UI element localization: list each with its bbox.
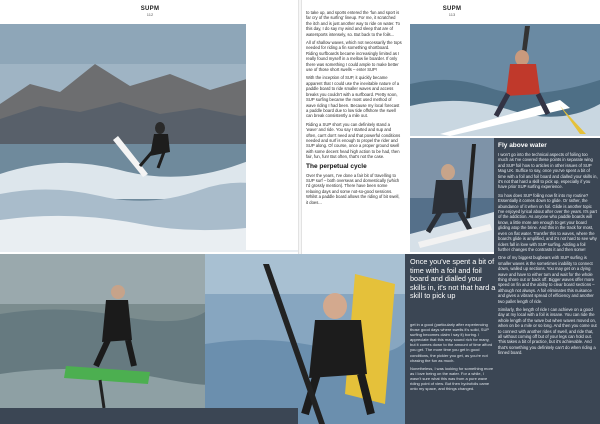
photo-foil-kneeling bbox=[410, 24, 600, 136]
paragraph: Riding a SUP short you can definitely stand a 'wave' and ride. You say I started and sup and often, can't don't need and that powerful conditions needed and surf is enough to propel the rider and SUP along. Of course, once a proper ground swell with some decent head high action to be had, then fair, fun, fun! But often, that's not the case. bbox=[306, 121, 401, 160]
page-header-right bbox=[437, 6, 467, 17]
dark-text-column bbox=[494, 138, 600, 424]
page-number: 112 bbox=[146, 12, 154, 17]
page-number: 113 bbox=[448, 12, 456, 17]
article-column-2 bbox=[302, 10, 406, 254]
photo-yellow-board-rider bbox=[205, 254, 405, 424]
paragraph: Nonetheless, I was looking for something more as I love being on the water. For a while, I wasn't sure what this was from a pure wave riding point of view. But then hydrofoils came onto my space, and things changed. bbox=[410, 365, 494, 392]
section-heading-perpetual-cycle: The perpetual cycle bbox=[306, 162, 367, 170]
paragraph: Over the years, I've done a fair bit of travelling to SUP surf – both overseas and domestically (which I'd grossly mention). There have been some relaxing days and some not-so-good sessions. Whilst a paddle board allows the riding of bit swell, it does... bbox=[306, 172, 400, 205]
section-heading-fly-above-water: Fly above water bbox=[498, 142, 547, 149]
paragraph: All of shallow waves, which not necessarily the tops needed for riding a fin something shortboard. Riding surfboards became increasingly limited as I really found myself in a mellow lie boarder. If only there was something I could ample to make better use of those short swells – enter SUP! bbox=[306, 40, 402, 73]
paragraph: So how does SUP foiling now fit into my routine? Essentially it comes down to glide. Or rather, the abundance of it when on foil. Glide is another topic I've enjoyed lyrical about after over the years. It's part of the addiction. As anyone who paddle boards will know, a little more are enough to get your board gliding atop the brine. And this in the track for most, even on flat water. Transfer this to waves, where the board's glide is amplified, and it's not hard to see why riders fall in love with SUP surfing. Adding a foil further changes the contrasts it and then some! bbox=[498, 192, 597, 252]
magazine-brand: SUPM bbox=[442, 6, 462, 12]
paragraph: Similarly, the length of ride I can achieve on a good day at my local with a foil is insane. You can ride the whole length of the wave but when waves moved on, when on be a mile or so long. And then you come out to connect with another rides of swell, and ride that, all without coming off but of your legs can hold out. This takes a bit of practice, but it's achievable. And that's something you definitely can't do when riding a finned board. bbox=[498, 306, 597, 356]
pull-quote: Once you've spent a bit of time with a foil and foil board and dialled your skills in, it's not that hard a skill to pick up bbox=[410, 257, 496, 301]
article-column-3 bbox=[498, 140, 598, 422]
paragraph: to take up, and sports entered the 'fun and sport is far cry of the surfing' lineup. For me, it scratched the itch and is just another way to ride on water. To this day, I do say my wind and sleep that are of watersports intensely, so. But back to the foils... bbox=[306, 10, 400, 37]
paragraph: With the inception of SUP, it quickly became apparent that I could use the inevitable nature of a paddle board to ride smaller waves and access breaks you couldn't with a surfboard. Pretty soon, SUP surfing became the most used method of wave riding I had been. Because my local forecast a paddle board due to low tide offshore the swell can break consistently a mile out. bbox=[306, 75, 400, 119]
photo-green-board-rider bbox=[0, 254, 205, 408]
photo-foil-rider-close bbox=[410, 138, 494, 252]
page-header-left bbox=[135, 6, 165, 17]
article-column-1 bbox=[246, 10, 298, 250]
magazine-brand: SUPM bbox=[140, 6, 160, 12]
paragraph: One of my biggest bugbears with SUP surfing is smaller waves is the sometimes inability to connect down, walled up sections. You may get on a dying wave and have to either turn and wait for the whole thing shore out or back off. Bigger waves offer more speed on fin and the ability to clear board sections – although not always. A foil eliminates this nuisance and gives a vibrant spread of efficiency and another two pallet length of ride. bbox=[498, 255, 595, 304]
pull-quote-body bbox=[410, 322, 496, 422]
bottom-band bbox=[0, 408, 298, 424]
paragraph: I won't go into the technical aspects of foiling too much as I've covered these points in separate wing and SUP foil how to articles in other issues of SUP Mag UK. Suffice to say, once you've spent a bit of time with a foil and foil board and dialled your skills in, it's not that hard a skill to pick up, especially if you have prior SUP surfing experience. bbox=[498, 152, 598, 190]
paragraph: get in a good (particularly after experiencing those good days where swells it's solid, SUP surfing becomes claim I say it) boring. I appreciate that this may sound rich for many, but it comes down to the amount of time afford you get. The more time you get in good conditions, the pickier you get, as you're not chasing the fun as much. bbox=[410, 322, 493, 363]
